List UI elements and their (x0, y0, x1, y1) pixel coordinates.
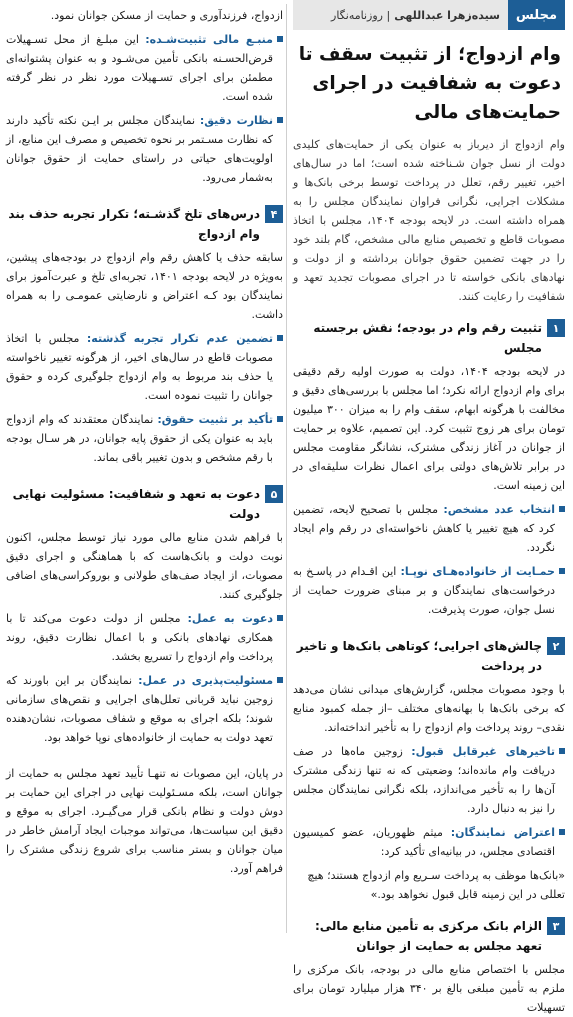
bullet-item (6, 609, 283, 671)
paragraph: مجلس با اختصاص منابع مالی در بودجه، بانک مرکزی را ملزم به تأمین مبلغی بالغ بر ۳۴۰ هزار میلیارد تومان برای تسهیلات (293, 963, 565, 1014)
left-column (6, 0, 283, 937)
bullet-text: مجلس با اتخاذ مصوبات قاطع در سال‌های اخیر، از هرگونه تغییر ناخواسته یا حذف بند مربوط به وام ازدواج جلوگیری کرده و حقوق جوانان را تثبیت نموده است. (6, 332, 273, 402)
bullet-text: این اقـدام در پاسـخ به درخواست‌های نمایندگان و بر مبنای ضرورت حمایت از نسل جوان، صورت پذیرفت. (293, 565, 555, 616)
bullet-item (6, 30, 283, 111)
byline: سیده‌زهرا عبداللهی | روزنامه‌نگار (293, 0, 508, 30)
section-5-heading (6, 484, 283, 524)
square-bullet-icon (277, 36, 283, 42)
section-label: مجلس (508, 0, 565, 30)
article-lead: وام ازدواج از دیرباز به عنوان یکی از حمایت‌های کلیدی دولت از نسل جوان شـناخته شده است؛ اما در سال‌های اخیر، تغییر رقم، تعلل در پرداخت توسط برخی بانک‌ها و مشکلات اجرایی، نگرانی فراوان نمایندگان مجلس را به همراه داشته است. در لایحه بودجه ۱۴۰۴، مجلس با اتخاذ مصوبات قاطع و تخصیص منابع مالی مشخص، گام بلند خود را در جهت تضمین حقوق جوانان برداشته و از دولت و نهادهای بانکی خواسته تا در اجرای مصوبات تجدید تعهد و شفافیت را رعایت کنند. (293, 138, 565, 303)
bullet-keyword: حمـایت از خانواده‌هـای نوپـا: (400, 565, 555, 578)
author-name: سیده‌زهرا عبداللهی (394, 8, 500, 22)
paragraph: در لایحه بودجه ۱۴۰۴، دولت به صورت اولیه رقم دقیقی برای وام ازدواج ارائه نکرد؛ اما مجلس با بررسی‌های دقیق و مخالفت با هرگونه ابهام، سقف وام را به میزان ۳۰۰ میلیون تومان برای هر زوج تثبیت کرد. این تصمیم، علاوه بر حمایت از جوانان در آغاز زندگی مشترک، نشانگر مقاومت مجلس در برابر تلاش‌های دولتی برای اعمال نظرات سلیقه‌ای در این زمینه است. (293, 365, 565, 492)
square-bullet-icon (277, 335, 283, 341)
bullet-item (6, 410, 283, 472)
square-bullet-icon (277, 416, 283, 422)
section-title: الزام بانک مرکزی به تأمین منابع مالی: تعهد مجلس به حمایت از جوانان (314, 919, 542, 953)
section-3-heading (293, 916, 565, 956)
square-bullet-icon (277, 615, 283, 621)
bullet-item (6, 329, 283, 410)
paragraph-continued: ازدواج، فرزندآوری و حمایت از مسکن جوانان نمود. (50, 9, 283, 22)
bullet-keyword: دعوت به عمل: (187, 612, 273, 625)
author-role: روزنامه‌نگار (331, 8, 383, 22)
paragraph: با وجود مصوبات مجلس، گزارش‌های میدانی نشان می‌دهد که برخی بانک‌ها با بهانه‌های مختلف –از جمله کمبود منابع نقدی– روند پرداخت وام ازدواج را به تأخیر انداخته‌اند. (293, 683, 565, 734)
section-number: ۵ (265, 485, 283, 503)
section-number: ۱ (547, 319, 565, 337)
square-bullet-icon (277, 117, 283, 123)
section-number: ۳ (547, 917, 565, 935)
article-title: وام ازدواج؛ از تثبیت سقف تا دعوت به شفافیت در اجرای حمایت‌های مالی (298, 44, 561, 123)
bullet-text: مجلس با تصحیح لایحه، تضمین کرد که هیچ تغییر یا کاهش ناخواسته‌ای در رقم وام ایجاد نگردد. (293, 503, 555, 554)
section-number: ۴ (265, 205, 283, 223)
square-bullet-icon (277, 677, 283, 683)
section-number: ۲ (547, 637, 565, 655)
column-divider (286, 4, 287, 933)
section-title: تثبیت رقم وام در بودجه؛ نقش برجسته مجلس (313, 321, 542, 355)
bullet-item (293, 742, 565, 823)
square-bullet-icon (559, 748, 565, 754)
bullet-text: زوجین ماه‌ها در صف دریافت وام مانده‌اند؛ وضعیتی که نه تنها زندگی مشترک آن‌ها را به تأخیر می‌اندازد، بلکه نگرانی نمایندگان مجلس را نیز به دنبال دارد. (293, 745, 555, 815)
bullet-keyword: مسئولیت‌پذیری در عمل: (138, 674, 274, 687)
bullet-item (293, 823, 565, 866)
article-header (293, 0, 565, 30)
quote: «بانک‌ها موظف به پرداخت سـریع وام ازدواج هستند؛ هیچ تعللی در این زمینه قابل قبول نخواهد بود.» (307, 869, 565, 901)
bullet-item (6, 111, 283, 192)
section-2-heading (293, 636, 565, 676)
bullet-text: مجلس از دولت دعوت می‌کند تا با همکاری نهادهای بانکی و با اعمال نظارت دقیق، روند پرداخت وام ازدواج را تسریع بخشد. (6, 612, 273, 663)
section-title: درس‌های تلخ گذشـته؛ تکرار تجربه حذف بند وام ازدواج (8, 207, 260, 241)
bullet-text: نمایندگان معتقدند که وام ازدواج باید به عنوان یکی از حقوق پایه جوانان، در هر سـال بودجه با رقم مشخص و بدون تغییر باقی بماند. (6, 413, 273, 464)
bullet-item (293, 562, 565, 624)
bullet-keyword: منبـع مالی تثبیت‌شـده: (145, 33, 273, 46)
bullet-keyword: تضمین عدم تکرار تجربه گذشته: (86, 332, 273, 345)
bullet-text: نمایندگان مجلس بر ایـن نکته تأکید دارند که نظارت مسـتمر بر نحوه تخصیص و مصرف این منابع، از اولویت‌های حیاتی در راستای حمایت از حقوق جوانان به‌شمار می‌رود. (6, 114, 273, 184)
bullet-keyword: انتخاب عدد مشخص: (443, 503, 556, 516)
section-title: چالش‌های اجرایی؛ کوتاهی بانک‌ها و تاخیر در پرداخت (296, 639, 542, 673)
bullet-keyword: نظارت دقیق: (199, 114, 273, 127)
section-4-heading (6, 204, 283, 244)
section-title: دعوت به تعهد و شفافیت: مسئولیت نهایی دولت (12, 487, 260, 521)
bullet-keyword: تاخیرهای غیرقابل قبول: (411, 745, 555, 758)
right-column (293, 0, 565, 1014)
bullet-text: نمایندگان بر این باورند که زوجین نباید قربانی تعلل‌های اجرایی و نقص‌های سازمانی شوند؛ بلکه اجرای به موقع و شفاف مصوبات، نشان‌دهنده تعهد دولت به حمایت از خانواده‌های نوپا خواهد بود. (6, 674, 273, 744)
bullet-item (6, 671, 283, 752)
section-1-heading (293, 318, 565, 358)
square-bullet-icon (559, 568, 565, 574)
paragraph: با فراهم شدن منابع مالی مورد نیاز توسط مجلس، اکنون نوبت دولت و بانک‌هاست که با هماهنگی و اجرای دقیق مصوبات، از ایجاد صف‌های طولانی و بوروکراسی‌های اضافی جلوگیری کنند. (6, 531, 283, 601)
closing-paragraph: در پایان، این مصوبات نه تنهـا تأیید تعهد مجلس به حمایت از جوانان است، بلکه مسـئولیت نهایی در اجرای این حمایت بر دوش دولت و نظام بانکی قرار می‌گیـرد. اجرای به موقع و دقیق این سیاست‌ها، می‌تواند موجبات ایجاد آرامش خاطر در میان جوانان و بستر مناسب برای شروع زندگی مشترک را فراهم آورد. (6, 767, 283, 875)
bullet-keyword: اعتراض نمایندگان: (450, 826, 555, 839)
square-bullet-icon (559, 506, 565, 512)
bullet-text: این مبلـغ از محل تسـهیلات قرض‌الحسـنه بانکی تأمین می‌شـود و به عنوان پشتوانه‌ای مطمئن برای اجرای تسـهیلات مورد نظر در نظر گرفته شده است. (6, 33, 273, 103)
bullet-keyword: تأکید بر تثبیت حقوق: (157, 413, 273, 426)
square-bullet-icon (559, 829, 565, 835)
paragraph: سابقه حذف یا کاهش رقم وام ازدواج در بودجه‌های پیشین، به‌ویژه در لایحه بودجه ۱۴۰۱، تجربه‌ای تلخ و عبرت‌آموز برای نمایندگان بود کـه اعتراض و نارضایتی عمومـی را به همراه داشت. (6, 251, 283, 321)
bullet-text: میثم ظهوریان، عضو کمیسیون اقتصادی مجلس، در بیانیه‌ای تأکید کرد: (293, 826, 555, 858)
bullet-item (293, 500, 565, 562)
